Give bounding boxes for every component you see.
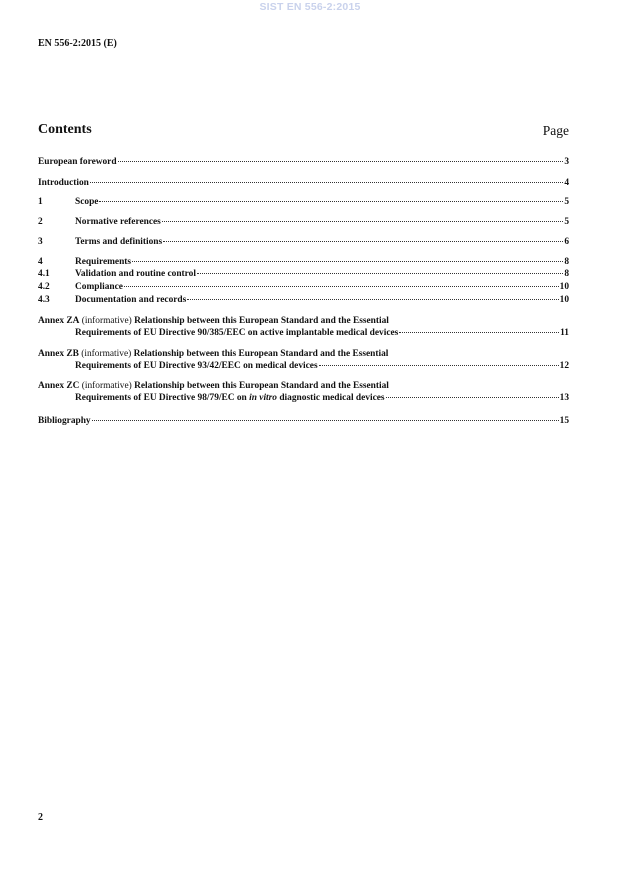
annex-title-line2: Requirements of EU Directive 93/42/EEC on medical devices bbox=[75, 361, 318, 371]
toc-number: 3 bbox=[38, 237, 43, 247]
toc-label: Normative references bbox=[75, 217, 161, 227]
toc-label: Terms and definitions bbox=[75, 237, 163, 247]
toc-number: 2 bbox=[38, 217, 43, 227]
toc-page: 15 bbox=[559, 416, 569, 426]
toc-page: 8 bbox=[564, 269, 569, 279]
toc-entry-foreword[interactable] bbox=[38, 156, 569, 168]
toc-page: 3 bbox=[564, 157, 569, 167]
toc-label: Scope bbox=[75, 197, 99, 207]
toc-entry-compliance[interactable] bbox=[38, 281, 569, 293]
toc-entry-requirements[interactable] bbox=[38, 256, 569, 268]
toc-label: Bibliography bbox=[38, 416, 91, 426]
page-column-label: Page bbox=[542, 123, 569, 138]
annex-title-line1: Relationship between this European Standard and the Essential bbox=[134, 316, 389, 326]
toc-label: Compliance bbox=[75, 282, 123, 292]
toc-leader bbox=[197, 273, 563, 274]
toc-entry-validation[interactable] bbox=[38, 268, 569, 280]
toc-entry-bibliography[interactable] bbox=[38, 415, 569, 427]
toc-page: 12 bbox=[559, 361, 569, 371]
toc-leader bbox=[187, 299, 558, 300]
toc-label: European foreword bbox=[38, 157, 117, 167]
watermark: SIST EN 556-2:2015 bbox=[259, 1, 361, 13]
toc-leader bbox=[90, 182, 563, 183]
annex-prefix: Annex ZC bbox=[38, 381, 80, 391]
toc-entry-annex-zb[interactable] bbox=[38, 348, 569, 372]
toc-number: 4.1 bbox=[38, 269, 50, 279]
toc-page: 10 bbox=[559, 295, 569, 305]
contents-title: Contents bbox=[38, 122, 92, 137]
toc-leader bbox=[386, 397, 559, 398]
toc-number: 4.3 bbox=[38, 295, 50, 305]
page-number: 2 bbox=[38, 812, 43, 823]
toc-page: 4 bbox=[564, 178, 569, 188]
toc-entry-documentation[interactable] bbox=[38, 294, 569, 306]
toc-page: 6 bbox=[564, 237, 569, 247]
annex-title-line2-a: Requirements of EU Directive 98/79/EC on bbox=[75, 393, 250, 403]
toc-leader bbox=[92, 420, 559, 421]
annex-prefix: Annex ZA bbox=[38, 316, 80, 326]
toc-leader bbox=[319, 365, 559, 366]
annex-title-line2-italic: in vitro bbox=[249, 393, 277, 403]
toc-number: 1 bbox=[38, 197, 43, 207]
toc-entry-normative-references[interactable] bbox=[38, 216, 569, 228]
toc-label: Introduction bbox=[38, 178, 89, 188]
contents-header bbox=[38, 122, 569, 142]
toc-page: 10 bbox=[559, 282, 569, 292]
toc-entry-introduction[interactable] bbox=[38, 177, 569, 189]
annex-title-line2: Requirements of EU Directive 90/385/EEC on active implantable medical devices bbox=[75, 328, 399, 338]
annex-title-line2-b: diagnostic medical devices bbox=[277, 393, 385, 403]
toc-leader bbox=[163, 241, 563, 242]
toc-page: 11 bbox=[560, 328, 569, 338]
annex-title-line1: Relationship between this European Standard and the Essential bbox=[134, 381, 389, 391]
toc-page: 5 bbox=[564, 217, 569, 227]
toc-leader bbox=[399, 332, 559, 333]
annex-title-line1: Relationship between this European Standard and the Essential bbox=[133, 349, 389, 359]
toc-number: 4.2 bbox=[38, 282, 50, 292]
toc-entry-annex-zc[interactable] bbox=[38, 380, 569, 404]
toc-leader bbox=[162, 221, 564, 222]
document-identifier: EN 556-2:2015 (E) bbox=[38, 38, 117, 49]
toc-leader bbox=[124, 286, 559, 287]
toc-entry-scope[interactable] bbox=[38, 196, 569, 208]
toc-label: Validation and routine control bbox=[75, 269, 196, 279]
annex-title-line2 bbox=[75, 392, 385, 404]
toc-number: 4 bbox=[38, 257, 43, 267]
toc-label: Requirements bbox=[75, 257, 132, 267]
annex-informative-tag: (informative) bbox=[81, 316, 132, 326]
toc-entry-annex-za[interactable] bbox=[38, 315, 569, 339]
toc-label: Documentation and records bbox=[75, 295, 187, 305]
toc-leader bbox=[99, 201, 563, 202]
toc-page: 13 bbox=[559, 393, 569, 403]
toc-entry-terms-and-definitions[interactable] bbox=[38, 236, 569, 248]
toc-leader bbox=[132, 261, 563, 262]
annex-informative-tag: (informative) bbox=[81, 349, 132, 359]
annex-informative-tag: (informative) bbox=[81, 381, 132, 391]
toc-leader bbox=[118, 161, 564, 162]
toc-page: 5 bbox=[564, 197, 569, 207]
toc-page: 8 bbox=[564, 257, 569, 267]
annex-prefix: Annex ZB bbox=[38, 349, 79, 359]
